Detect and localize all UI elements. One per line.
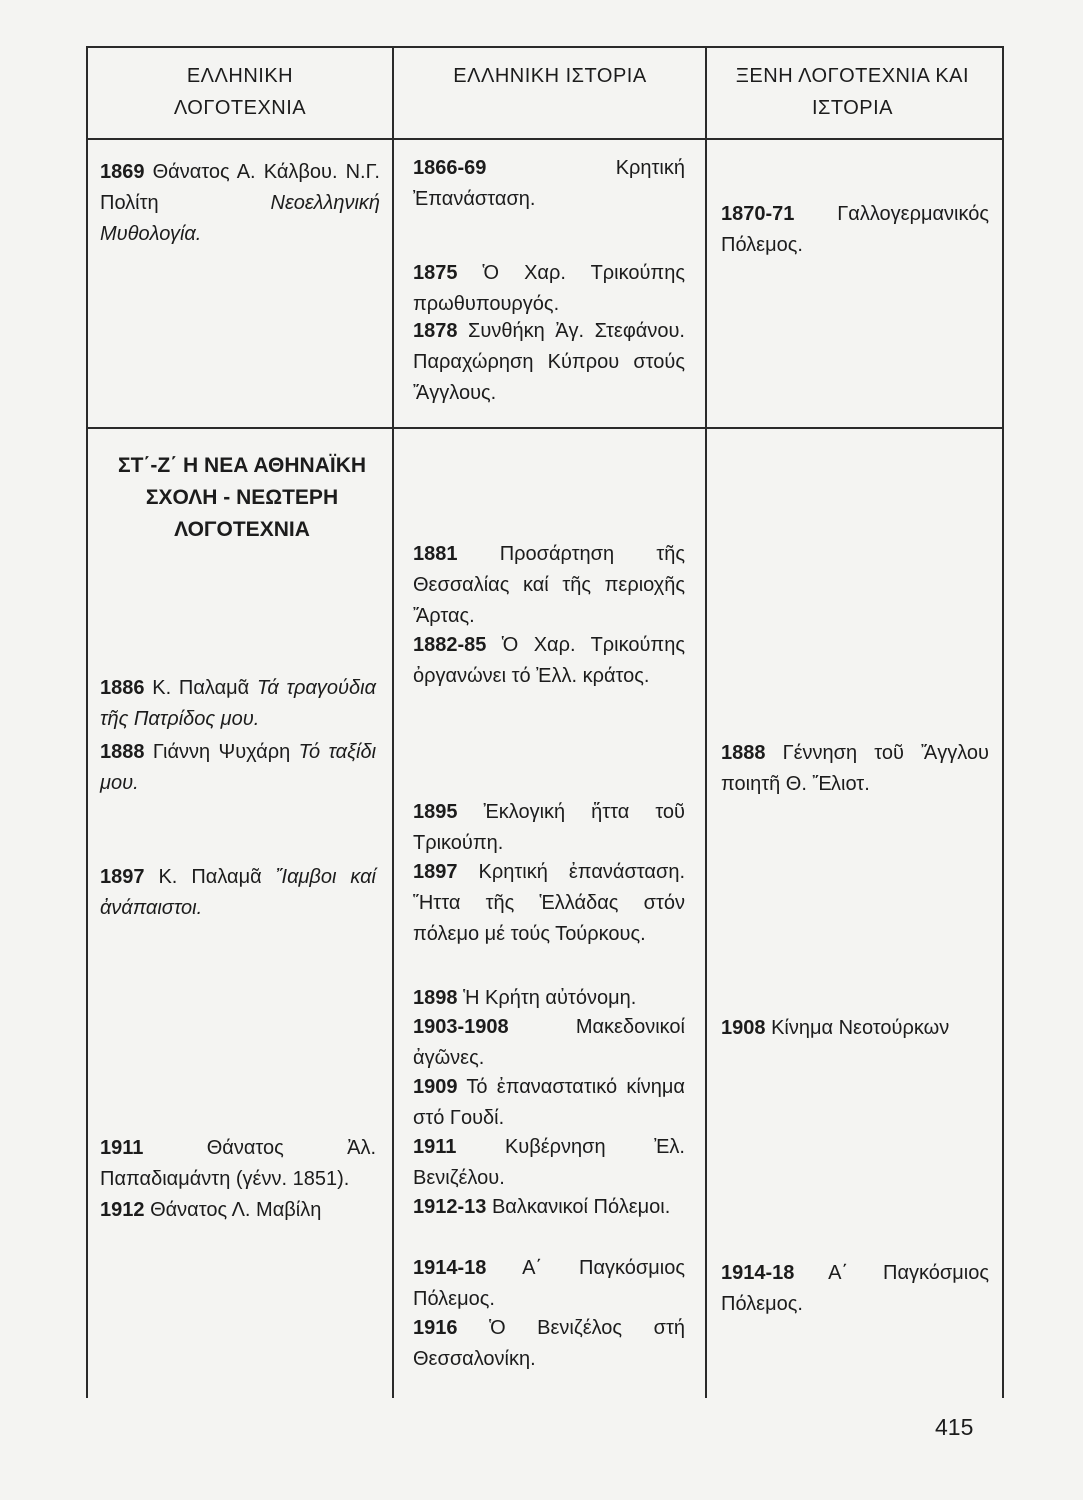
entry-text: Κ. Παλαμᾶ <box>158 866 262 888</box>
entry-year: 1912 <box>100 1199 145 1221</box>
entry-year: 1914-18 <box>721 1262 795 1284</box>
column-divider-1 <box>392 46 394 1398</box>
entry-year: 1909 <box>413 1076 458 1098</box>
header-foreign-literature-history: ΞΕΝΗ ΛΟΓΟΤΕΧΝΙΑ ΚΑΙ ΙΣΤΟΡΙΑ <box>735 65 970 119</box>
section-divider <box>86 427 1004 429</box>
entry-text: Α΄ Παγκόσμιος Πόλεμος. <box>413 1257 685 1310</box>
col2-entry-1911 <box>413 1132 685 1194</box>
table-right-border <box>1002 46 1004 1398</box>
col3-entry-1888 <box>721 738 989 800</box>
col2-entry-1875 <box>413 258 685 320</box>
entry-year: 1897 <box>413 861 458 883</box>
col2-entry-1895 <box>413 797 685 859</box>
col2-entry-1912-13 <box>413 1192 685 1223</box>
entry-text: Κίνημα Νεοτούρκων <box>771 1017 950 1039</box>
col2-entry-1878 <box>413 316 685 409</box>
entry-year: 1888 <box>721 742 766 764</box>
col2-entry-1898 <box>413 983 685 1014</box>
entry-text: Συνθήκη Ἀγ. Στεφάνου. Παραχώρηση Κύπρου στούς Ἄγγλους. <box>413 320 685 404</box>
entry-year: 1897 <box>100 866 145 888</box>
col1-entry-1897 <box>100 862 376 924</box>
entry-year: 1888 <box>100 741 145 763</box>
entry-text: Κρητική Ἐπανάσταση. <box>413 157 685 210</box>
entry-title: Τό ταξίδι μου. <box>100 741 377 794</box>
entry-year: 1870-71 <box>721 203 795 225</box>
entry-text: Προσάρτηση τῆς Θεσσαλίας καί τῆς περιοχῆς Ἄρτας. <box>413 543 685 627</box>
entry-text: Ὁ Χαρ. Τρικούπης πρωθυπουργός. <box>413 262 685 315</box>
entry-text: Κ. Παλαμᾶ <box>152 677 250 699</box>
entry-year: 1911 <box>413 1136 457 1158</box>
col1-entry-1886 <box>100 673 376 735</box>
header-greek-history: ΕΛΛΗΝΙΚΗ ΙΣΤΟΡΙΑ <box>453 65 647 87</box>
entry-text: Γέννηση τοῦ Ἄγγλου ποιητῆ Θ. Ἔλιοτ. <box>721 742 989 795</box>
col2-entry-1882-85 <box>413 630 685 692</box>
table-left-border <box>86 46 88 1398</box>
entry-year: 1914-18 <box>413 1257 487 1279</box>
col1-entry-1911 <box>100 1133 376 1195</box>
entry-text: Ἡ Κρήτη αὐτόνομη. <box>463 987 637 1009</box>
entry-year: 1908 <box>721 1017 766 1039</box>
entry-text: Θάνατος Λ. Μαβίλη <box>150 1199 322 1221</box>
col2-entry-1866-69 <box>413 153 685 215</box>
entry-text: Θάνατος Α. Κάλβου. Ν.Γ. Πολίτη <box>100 161 380 214</box>
entry-year: 1875 <box>413 262 458 284</box>
col2-entry-1916 <box>413 1313 685 1375</box>
page-number: 415 <box>935 1414 974 1440</box>
entry-text: Κυβέρνηση Ἐλ. Βενιζέλου. <box>413 1136 685 1189</box>
header-greek-literature: ΕΛΛΗΝΙΚΗ ΛΟΓΟΤΕΧΝΙΑ <box>173 65 307 119</box>
entry-text: Γαλλογερμανικός Πόλεμος. <box>721 203 989 256</box>
col1-entry-1869 <box>100 157 380 250</box>
col1-entry-1888 <box>100 737 376 799</box>
entry-text: Ὁ Χαρ. Τρικούπης ὀργανώνει τό Ἐλλ. κράτος. <box>413 634 685 687</box>
entry-text: Α΄ Παγκόσμιος Πόλεμος. <box>721 1262 989 1315</box>
entry-text: Γιάννη Ψυχάρη <box>152 741 291 763</box>
entry-year: 1895 <box>413 801 458 823</box>
entry-title: Νεοελληνική Μυθολογία. <box>100 192 380 245</box>
col2-entry-1897 <box>413 857 685 950</box>
entry-year: 1866-69 <box>413 157 487 179</box>
entry-year: 1916 <box>413 1317 458 1339</box>
entry-text: Μακεδονικοί ἀγῶνες. <box>413 1016 685 1069</box>
entry-year: 1882-85 <box>413 634 487 656</box>
entry-text: Τό ἐπαναστατικό κίνημα στό Γουδί. <box>413 1076 685 1129</box>
entry-year: 1886 <box>100 677 145 699</box>
column-divider-2 <box>705 46 707 1398</box>
entry-year: 1911 <box>100 1137 144 1159</box>
col2-entry-1903-1908 <box>413 1012 685 1074</box>
entry-year: 1878 <box>413 320 458 342</box>
col3-entry-1914-18 <box>721 1258 989 1320</box>
entry-text: Κρητική ἐπανάσταση. Ἥττα τῆς Ἑλλάδας στόν πόλεμο μέ τούς Τούρκους. <box>413 861 685 945</box>
col2-entry-1914-18 <box>413 1253 685 1315</box>
entry-text: Βαλκανικοί Πόλεμοι. <box>491 1196 671 1218</box>
header-bottom-border <box>86 138 1004 140</box>
col3-entry-1908 <box>721 1013 996 1044</box>
table-top-border <box>86 46 1004 48</box>
entry-year: 1898 <box>413 987 458 1009</box>
col2-entry-1881 <box>413 539 685 632</box>
entry-text: Θάνατος Ἀλ. Παπαδιαμάντη (γένν. 1851). <box>100 1137 376 1190</box>
entry-title: Τά τραγούδια τῆς Πατρίδος μου. <box>100 677 376 730</box>
entry-year: 1881 <box>413 543 458 565</box>
entry-year: 1903-1908 <box>413 1016 509 1038</box>
col2-entry-1909 <box>413 1072 685 1134</box>
entry-year: 1869 <box>100 161 145 183</box>
entry-year: 1912-13 <box>413 1196 487 1218</box>
entry-title: Ἴαμβοι καί ἀνάπαιστοι. <box>100 866 376 919</box>
section-title: ΣΤ΄-Ζ΄ Η ΝΕΑ ΑΘΗΝΑΪΚΗ ΣΧΟΛΗ - ΝΕΩΤΕΡΗ ΛΟΓΟΤΕΧΝΙΑ <box>117 454 367 541</box>
entry-text: Ἐκλογική ἥττα τοῦ Τρικούπη. <box>413 801 685 854</box>
col3-entry-1870-71 <box>721 199 989 261</box>
entry-text: Ὁ Βενιζέλος στή Θεσσαλονίκη. <box>413 1317 686 1370</box>
col1-entry-1912 <box>100 1195 376 1226</box>
